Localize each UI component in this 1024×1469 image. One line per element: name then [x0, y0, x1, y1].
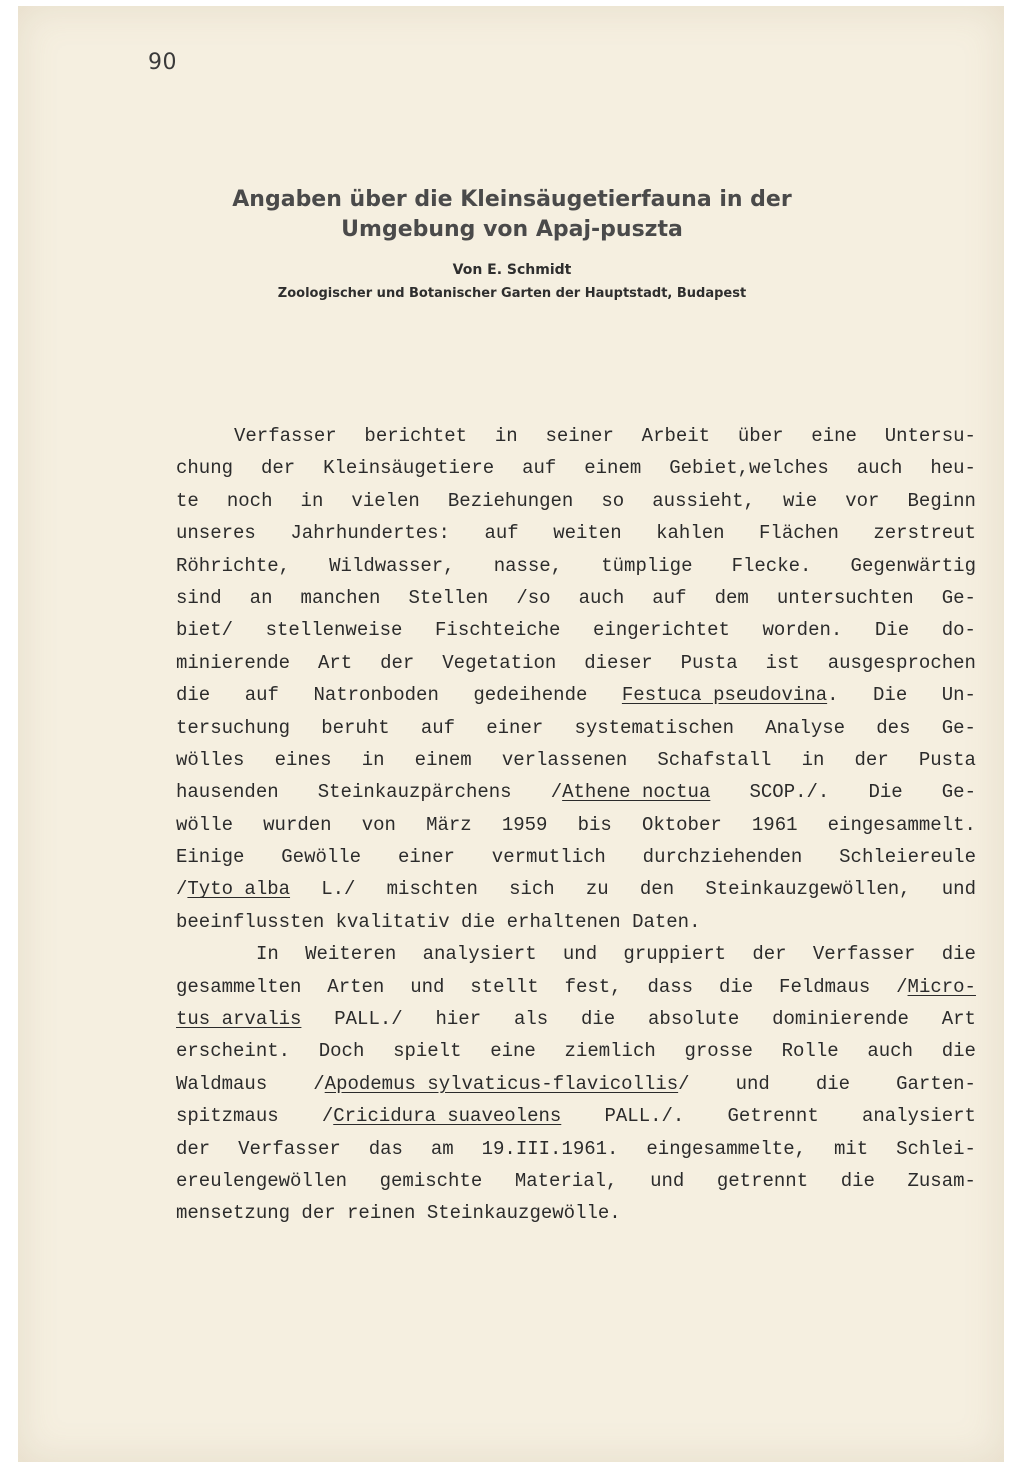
word: der [380, 651, 415, 674]
word: Weiteren [305, 943, 397, 966]
word: wurden [263, 813, 332, 836]
text-line [176, 582, 976, 614]
word: mit [833, 1137, 869, 1160]
word: eine [490, 1040, 536, 1063]
word: über [737, 425, 784, 447]
word: eingesammelt. [827, 813, 976, 836]
word: 19.III.1961. [481, 1137, 619, 1160]
text-line [176, 452, 976, 484]
word: in [801, 748, 825, 771]
word: Wildwasser, [329, 554, 455, 577]
word: Die [874, 619, 910, 642]
text-line [176, 1100, 976, 1132]
word: Jahrhundertes: [290, 522, 450, 545]
word: kvalitativ [335, 910, 450, 933]
word: /Micro- [896, 975, 976, 998]
word: Flächen [759, 522, 839, 545]
article-title-line-2: Umgebung von Apaj-puszta [341, 217, 683, 242]
word: die [941, 943, 976, 966]
word: SCOP./. [749, 781, 830, 804]
word: systematischen [574, 716, 735, 739]
word: und [562, 943, 598, 966]
text-line [176, 1165, 976, 1197]
word: Arbeit [641, 425, 711, 447]
paragraph-2 [176, 938, 976, 1230]
word: Gebiet,welches [669, 457, 829, 480]
word: die [461, 910, 496, 933]
word: seiner [545, 425, 614, 447]
word: Pusta [680, 651, 738, 674]
word: auch [867, 1040, 913, 1063]
text-line [176, 485, 976, 517]
word: Natronboden [313, 684, 439, 707]
word: berichtet [364, 425, 468, 447]
word: absolute [648, 1008, 740, 1031]
word: stellt [470, 975, 539, 998]
word: in [300, 489, 324, 512]
underlined-species-name: Apodemus sylvaticus-flavicollis [324, 1072, 679, 1095]
word: /so [516, 586, 551, 609]
word: fest, [564, 975, 622, 998]
word: sich [509, 878, 555, 901]
article-title-line-1: Angaben über die Kleinsäugetierfauna in der [232, 187, 792, 212]
text-line [176, 1003, 976, 1035]
word: chung [176, 457, 234, 480]
text-line [176, 420, 976, 452]
underlined-species-name: tus arvalis [176, 1008, 302, 1031]
word: 1961 [751, 813, 798, 836]
word: do- [941, 619, 976, 642]
word: gruppiert [623, 943, 727, 966]
text-line [176, 809, 976, 841]
word: einem [584, 457, 642, 480]
word: Getrennt [727, 1105, 819, 1128]
word: einer [486, 716, 544, 739]
word: Schleiereule [839, 846, 976, 869]
word: Untersu- [884, 425, 976, 447]
word: Verfasser [234, 425, 337, 447]
word: biet/ [176, 619, 234, 642]
word: an [249, 586, 273, 609]
word: einer [397, 846, 455, 869]
text-line [176, 873, 976, 905]
word: minierende [176, 651, 291, 674]
word: In [256, 943, 279, 966]
text-line [176, 1197, 976, 1229]
word: der [260, 457, 296, 480]
word: Gewölle [281, 846, 362, 869]
word: März [426, 813, 472, 836]
word: Material, [514, 1169, 618, 1192]
word: Steinkauzgewöllen, [705, 878, 911, 901]
word: vielen [351, 489, 420, 512]
word: die [580, 1008, 616, 1031]
word: /Tyto alba [176, 878, 291, 901]
word: Arten [327, 975, 385, 998]
word: PALL./ [334, 1008, 403, 1031]
word: Oktober [641, 813, 722, 836]
word: vermutlich [491, 846, 606, 869]
word: ist [765, 651, 800, 674]
word: die [176, 684, 211, 707]
word: und [941, 878, 976, 901]
word: Zusam- [907, 1169, 976, 1192]
word: dominierende [772, 1008, 909, 1031]
word: Festuca pseudovina. [621, 684, 839, 707]
text-line [176, 906, 976, 938]
word: Steinkauzpärchens [317, 781, 512, 804]
word: Ge- [941, 781, 976, 804]
word: Verfasser [238, 1137, 341, 1160]
word: spielt [393, 1040, 462, 1063]
word: Röhrichte, [176, 554, 291, 577]
word: untersuchten [776, 586, 914, 609]
word: auch [856, 457, 903, 480]
word: 1959 [501, 813, 548, 836]
word: PALL./. [604, 1105, 685, 1128]
word: sind [176, 586, 222, 609]
word: tümplige [601, 554, 693, 577]
word: manchen [300, 586, 381, 609]
text-line [176, 1068, 976, 1100]
word: spitzmaus [176, 1105, 279, 1128]
word: in [494, 425, 518, 447]
text-line [176, 938, 976, 970]
word: te [176, 489, 199, 512]
word: auch [578, 586, 625, 609]
word: gedeihende [473, 684, 588, 707]
word: auf [484, 522, 519, 545]
word: Un- [941, 684, 976, 707]
word: Beziehungen [447, 489, 574, 512]
underlined-species-name: Athene noctua [562, 781, 711, 804]
word: mensetzung [176, 1202, 291, 1225]
word: Fischteiche [435, 619, 561, 642]
word: Feldmaus [779, 975, 871, 998]
word: am [430, 1137, 454, 1160]
word: /Cricidura suaveolens [321, 1105, 562, 1128]
word: Flecke. [731, 554, 812, 577]
word: wie [782, 489, 818, 512]
abstract-body [176, 420, 976, 1230]
text-line [176, 517, 976, 549]
underlined-species-name: Festuca pseudovina [621, 684, 828, 707]
word: den [639, 878, 675, 901]
word: Einige [176, 846, 245, 869]
word: Beginn [907, 489, 976, 512]
text-line [176, 679, 976, 711]
word: Schafstall [657, 748, 772, 771]
word: und [410, 975, 445, 998]
word: reinen [347, 1202, 416, 1225]
word: vor [845, 489, 880, 512]
word: analysiert [422, 943, 537, 966]
text-line [176, 550, 976, 582]
word: das [368, 1137, 403, 1160]
word: in [361, 748, 385, 771]
word: L./ [321, 878, 356, 901]
word: auf [244, 684, 279, 707]
word: bis [577, 813, 612, 836]
word: Daten. [632, 910, 701, 933]
word: so [601, 489, 625, 512]
word: dass [647, 975, 694, 998]
word: von [361, 813, 396, 836]
word: auf [652, 586, 687, 609]
word: hausenden [176, 781, 279, 804]
text-line [176, 776, 976, 808]
word: Doch [318, 1040, 365, 1063]
word: Art [317, 651, 353, 674]
affiliation-line: Zoologischer und Botanischer Garten der Hauptstadt, Budapest [277, 286, 747, 301]
word: auf [420, 716, 456, 739]
word: Vegetation [442, 651, 557, 674]
word: unseres [176, 522, 256, 545]
word: hier [435, 1008, 482, 1031]
word: Steinkauzgewölle. [426, 1202, 621, 1225]
word: ziemlich [564, 1040, 656, 1063]
word: die [718, 975, 754, 998]
text-line [176, 647, 976, 679]
word: Garten- [896, 1072, 976, 1095]
word: die [941, 1040, 976, 1063]
word: auf [522, 457, 557, 480]
word: Stellen [408, 586, 489, 609]
text-line [176, 841, 976, 873]
word: die [815, 1072, 851, 1095]
word: tersuchung [176, 716, 291, 739]
word: analysiert [861, 1105, 976, 1128]
page-number: 90 [148, 50, 177, 75]
word: des [876, 716, 911, 739]
word: ausgesprochen [827, 651, 976, 674]
word: ereulengewöllen [176, 1169, 348, 1192]
word: grosse [684, 1040, 753, 1063]
word: eingerichtet [593, 619, 730, 642]
word: wölle [176, 813, 234, 836]
word: die [840, 1169, 875, 1192]
text-line [176, 614, 976, 646]
word: eine [811, 425, 857, 447]
word: zu [585, 878, 609, 901]
word: wölles [176, 748, 245, 771]
word: Verfasser [812, 943, 916, 966]
author-line: Von E. Schmidt [452, 262, 572, 278]
word: Waldmaus [176, 1072, 268, 1095]
word: aussieht, [652, 489, 755, 512]
word: eingesammelte, [646, 1137, 807, 1160]
word: dieser [584, 651, 653, 674]
paragraph-1 [176, 420, 976, 938]
word: erhaltenen [506, 910, 621, 933]
word: gemischte [379, 1169, 483, 1192]
word: stellenweise [265, 619, 403, 642]
word: Rolle [781, 1040, 839, 1063]
word: nasse, [493, 554, 563, 577]
word: noch [226, 489, 273, 512]
underlined-species-name: Cricidura suaveolens [333, 1105, 562, 1128]
word: Pusta [918, 748, 976, 771]
word: beeinflussten [176, 910, 325, 933]
word: der [301, 1202, 336, 1225]
text-line [176, 1133, 976, 1165]
word: getrennt [716, 1169, 809, 1192]
word: Analyse [765, 716, 846, 739]
word: erscheint. [176, 1040, 291, 1063]
word: der [176, 1137, 211, 1160]
underlined-species-name: Tyto alba [187, 878, 291, 901]
text-line [176, 744, 976, 776]
text-line [176, 712, 976, 744]
word: Schlei- [896, 1137, 976, 1160]
word: Gegenwärtig [850, 554, 976, 577]
text-line [176, 1035, 976, 1067]
word: dem [714, 586, 749, 609]
word: gesammelten [176, 975, 302, 998]
word: worden. [762, 619, 843, 642]
word: einem [414, 748, 472, 771]
underlined-species-name: Micro- [907, 975, 976, 998]
word: und [650, 1169, 685, 1192]
word: und [735, 1072, 770, 1095]
word: beruht [321, 716, 390, 739]
word: /Apodemus sylvaticus-flavicollis/ [313, 1072, 690, 1095]
word: der [854, 748, 889, 771]
word: zerstreut [873, 522, 976, 545]
word: Art [941, 1008, 976, 1031]
word: weiten [553, 522, 622, 545]
word: Ge- [941, 716, 976, 739]
word: /Athene noctua [550, 781, 711, 804]
word: kahlen [656, 522, 725, 545]
word: durchziehenden [642, 846, 803, 869]
word: mischten [386, 878, 478, 901]
word: verlassenen [501, 748, 628, 771]
word: der [752, 943, 787, 966]
word: heu- [930, 457, 976, 480]
text-line [176, 971, 976, 1003]
word: Kleinsäugetiere [323, 457, 495, 480]
word: Die [868, 781, 903, 804]
word: Die [873, 684, 908, 707]
word [176, 1003, 301, 1035]
word: Ge- [941, 586, 976, 609]
word: eines [274, 748, 332, 771]
word: als [513, 1008, 549, 1031]
